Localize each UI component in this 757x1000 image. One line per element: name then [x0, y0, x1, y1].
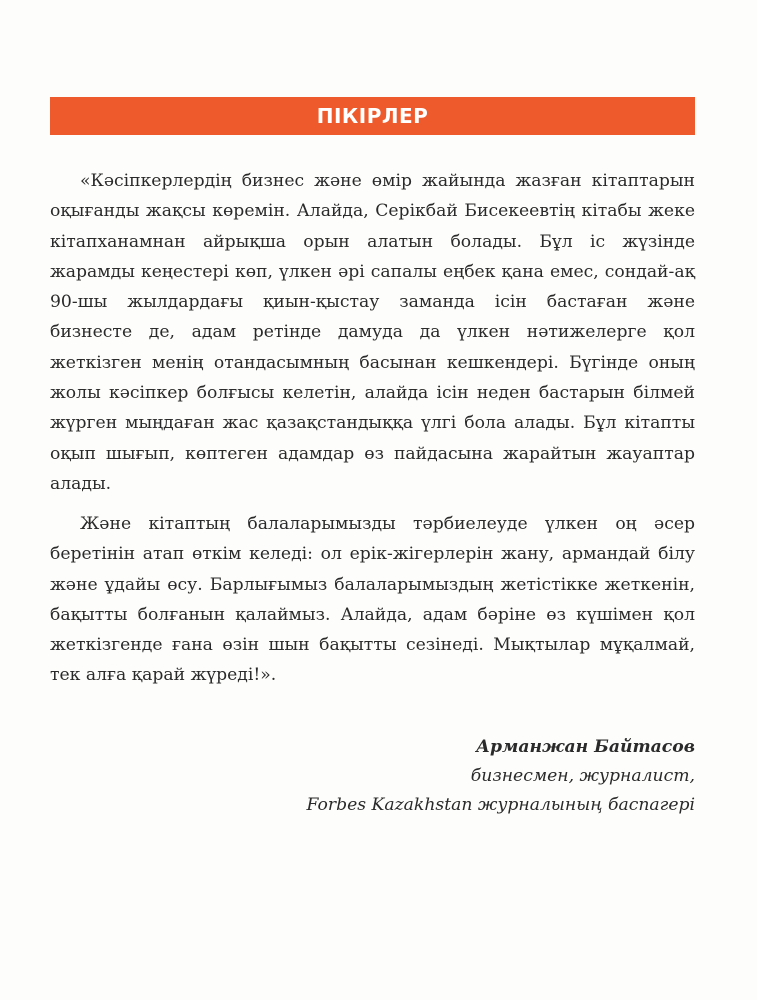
author-role: бизнесмен, журналист, — [470, 766, 695, 786]
author-signature — [307, 733, 695, 820]
section-title: ПІКІРЛЕР — [316, 104, 429, 128]
section-header-bar — [50, 97, 695, 135]
quote-paragraph-1: «Кәсіпкерлердің бизнес және өмір жайында жазған кітаптарын оқығанды жақсы көремін. Алайда, Серікбай Бисекеевтің кітабы жеке кітапханамнан айрықша орын алатын болады. Бұл іс жүзінде жарамды кеңестері көп, үлкен әрі сапалы еңбек қана емес, сондай-ақ 90-шы жылдардағы қиын-қыстау заманда ісін бастаған және бизнесте де, адам ретінде дамуда да үлкен нәтижелерге қол жеткізген менің отандасымның басынан кешкендері. Бүгінде оның жолы кәсіпкер болғысы келетін, алайда ісін неден бастарын білмей жүрген мыңдаған жас қазақстандыққа үлгі бола алады. Бұл кітапты оқып шығып, көптеген адамдар өз пайдасына жарайтын жауаптар алады. — [50, 171, 695, 494]
author-affiliation: Forbes Kazakhstan журналының баспагері — [306, 795, 695, 815]
author-name: Арманжан Байтасов — [476, 737, 695, 757]
quote-paragraph-2: Және кітаптың балаларымызды тәрбиелеуде үлкен оң әсер беретінін атап өткім келеді: ол ерік-жігерлерін жану, армандай білу және ұдайы өсу. Барлығымыз балаларымыздың жетістікке жеткенін, бақытты болғанын қалаймыз. Алайда, адам бәріне өз күшімен қол жеткізгенде ғана өзін шын бақытты сезінеді. Мықтылар мұқалмай, тек алға қарай жүреді!». — [50, 514, 695, 686]
